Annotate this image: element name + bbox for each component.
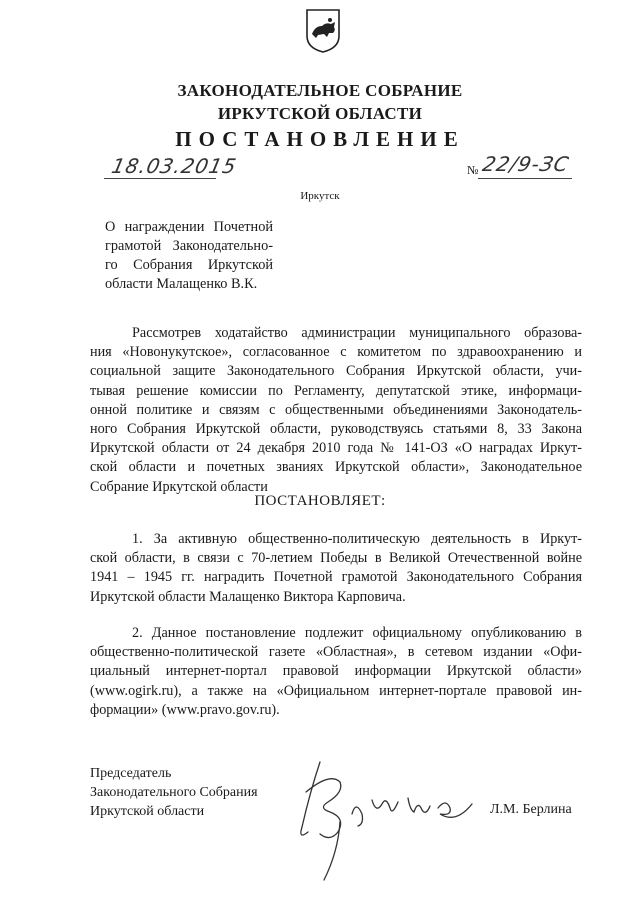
subject-line: О награждении Почетной xyxy=(105,219,273,235)
text-line: ской области и почетных званиях Иркутской области», Законодательное xyxy=(90,459,582,476)
text-line: ской области, в связи с 70-летием Победы в Великой Отечественной войне xyxy=(90,550,582,567)
signatory-title-line: Иркутской области xyxy=(90,804,205,819)
number-label: № xyxy=(467,163,479,177)
signatory-name: Л.М. Берлина xyxy=(490,802,572,817)
text-line: ния «Новонукутское», согласованное с комитетом по здравоохранению и xyxy=(90,344,582,361)
text-line: Собрание Иркутской области xyxy=(90,478,268,495)
document-type: ПОСТАНОВЛЕНИЕ xyxy=(175,127,465,151)
signatory-title-line: Законодательного Собрания xyxy=(90,785,258,800)
coat-of-arms-icon xyxy=(305,8,341,54)
handwritten-signature xyxy=(280,752,480,882)
city: Иркутск xyxy=(300,190,340,202)
document-date: 18.03.2015 xyxy=(109,154,240,178)
text-line: 2. Данное постановление подлежит официальному опубликованию в xyxy=(132,625,582,641)
org-name-line2: ИРКУТСКОЙ ОБЛАСТИ xyxy=(217,104,423,123)
subject-line: области Малащенко В.К. xyxy=(105,276,258,292)
org-name-line1: ЗАКОНОДАТЕЛЬНОЕ СОБРАНИЕ xyxy=(177,81,463,100)
resolution-item-2 xyxy=(90,624,582,720)
text-line: ного Собрания Иркутской области, руководствуясь статьями 8, 33 Закона xyxy=(90,421,582,438)
resolution-item-1 xyxy=(90,530,582,607)
document-subject xyxy=(105,218,273,294)
resolves-heading: ПОСТАНОВЛЯЕТ: xyxy=(254,493,386,509)
text-line: циальный интернет-портал правовой информации Иркутской области» xyxy=(90,663,582,680)
text-line: Иркутской области Малащенко Виктора Карповича. xyxy=(90,588,406,605)
text-line: социальной защите Законодательного Собрания Иркутской области, учи- xyxy=(90,363,582,380)
subject-line: го Собрания Иркутской xyxy=(105,257,273,273)
signatory-title xyxy=(90,764,258,821)
subject-line: грамотой Законодательно- xyxy=(105,238,273,254)
text-line: 1. За активную общественно-политическую деятельность в Иркут- xyxy=(132,531,582,547)
date-underline xyxy=(104,178,216,179)
document-number: 22/9-ЗС xyxy=(480,152,572,176)
text-line: формации» (www.pravo.gov.ru). xyxy=(90,701,280,718)
text-line: онной политике и связям с общественными объединениями Законодатель- xyxy=(90,401,582,418)
text-line: Иркутской области от 24 декабря 2010 года № 141-ОЗ «О наградах Иркут- xyxy=(90,440,582,457)
text-line: тывая решение комиссии по Регламенту, депутатской этике, информаци- xyxy=(90,382,582,399)
text-line: Рассмотрев ходатайство администрации муниципального образова- xyxy=(132,325,582,341)
text-line: (www.ogirk.ru), а также на «Официальном интернет-портале правовой ин- xyxy=(90,682,582,699)
number-underline xyxy=(478,178,572,179)
text-line: 1941 – 1945 гг. наградить Почетной грамотой Законодательного Собрания xyxy=(90,569,582,586)
preamble-paragraph xyxy=(90,324,582,497)
signatory-title-line: Председатель xyxy=(90,766,172,781)
text-line: общественно-политической газете «Областная», в сетевом издании «Офи- xyxy=(90,644,582,661)
